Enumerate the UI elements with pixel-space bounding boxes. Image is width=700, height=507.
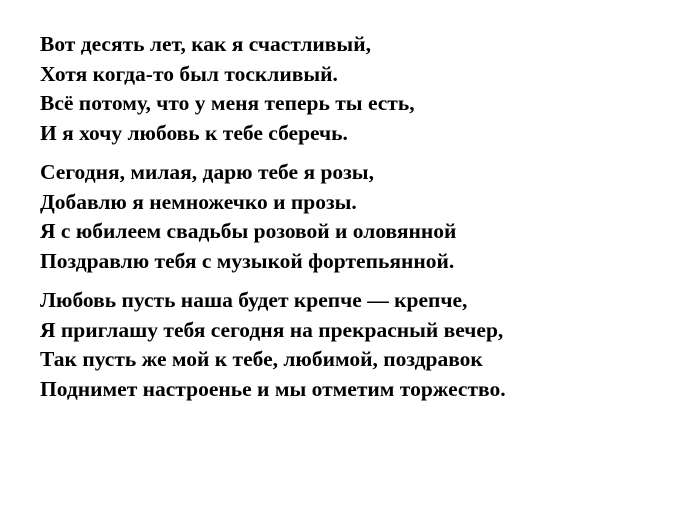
poem-line: Вот десять лет, как я счастливый, (40, 32, 371, 56)
stanza-1 (40, 30, 680, 148)
poem-line: И я хочу любовь к тебе сберечь. (40, 120, 348, 145)
poem-text (40, 30, 680, 404)
poem-line: Добавлю я немножечко и прозы. (40, 189, 357, 214)
stanza-3 (40, 286, 680, 404)
poem-line: Сегодня, милая, дарю тебе я розы, (40, 160, 374, 184)
poem-line: Поднимет настроенье и мы отметим торжество. (40, 376, 506, 401)
poem-line: Всё потому, что у меня теперь ты есть, (40, 91, 415, 115)
poem-line: Я приглашу тебя сегодня на прекрасный вечер, (40, 317, 504, 342)
poem-line: Так пусть же мой к тебе, любимой, поздравок (40, 347, 483, 371)
poem-line: Любовь пусть наша будет крепче — крепче, (40, 288, 468, 312)
poem-line: Я с юбилеем свадьбы розовой и оловянной (40, 219, 457, 243)
stanza-2 (40, 158, 680, 276)
poem-line: Поздравлю тебя с музыкой фортепьянной. (40, 248, 455, 273)
poem-line: Хотя когда-то был тоскливый. (40, 61, 338, 86)
